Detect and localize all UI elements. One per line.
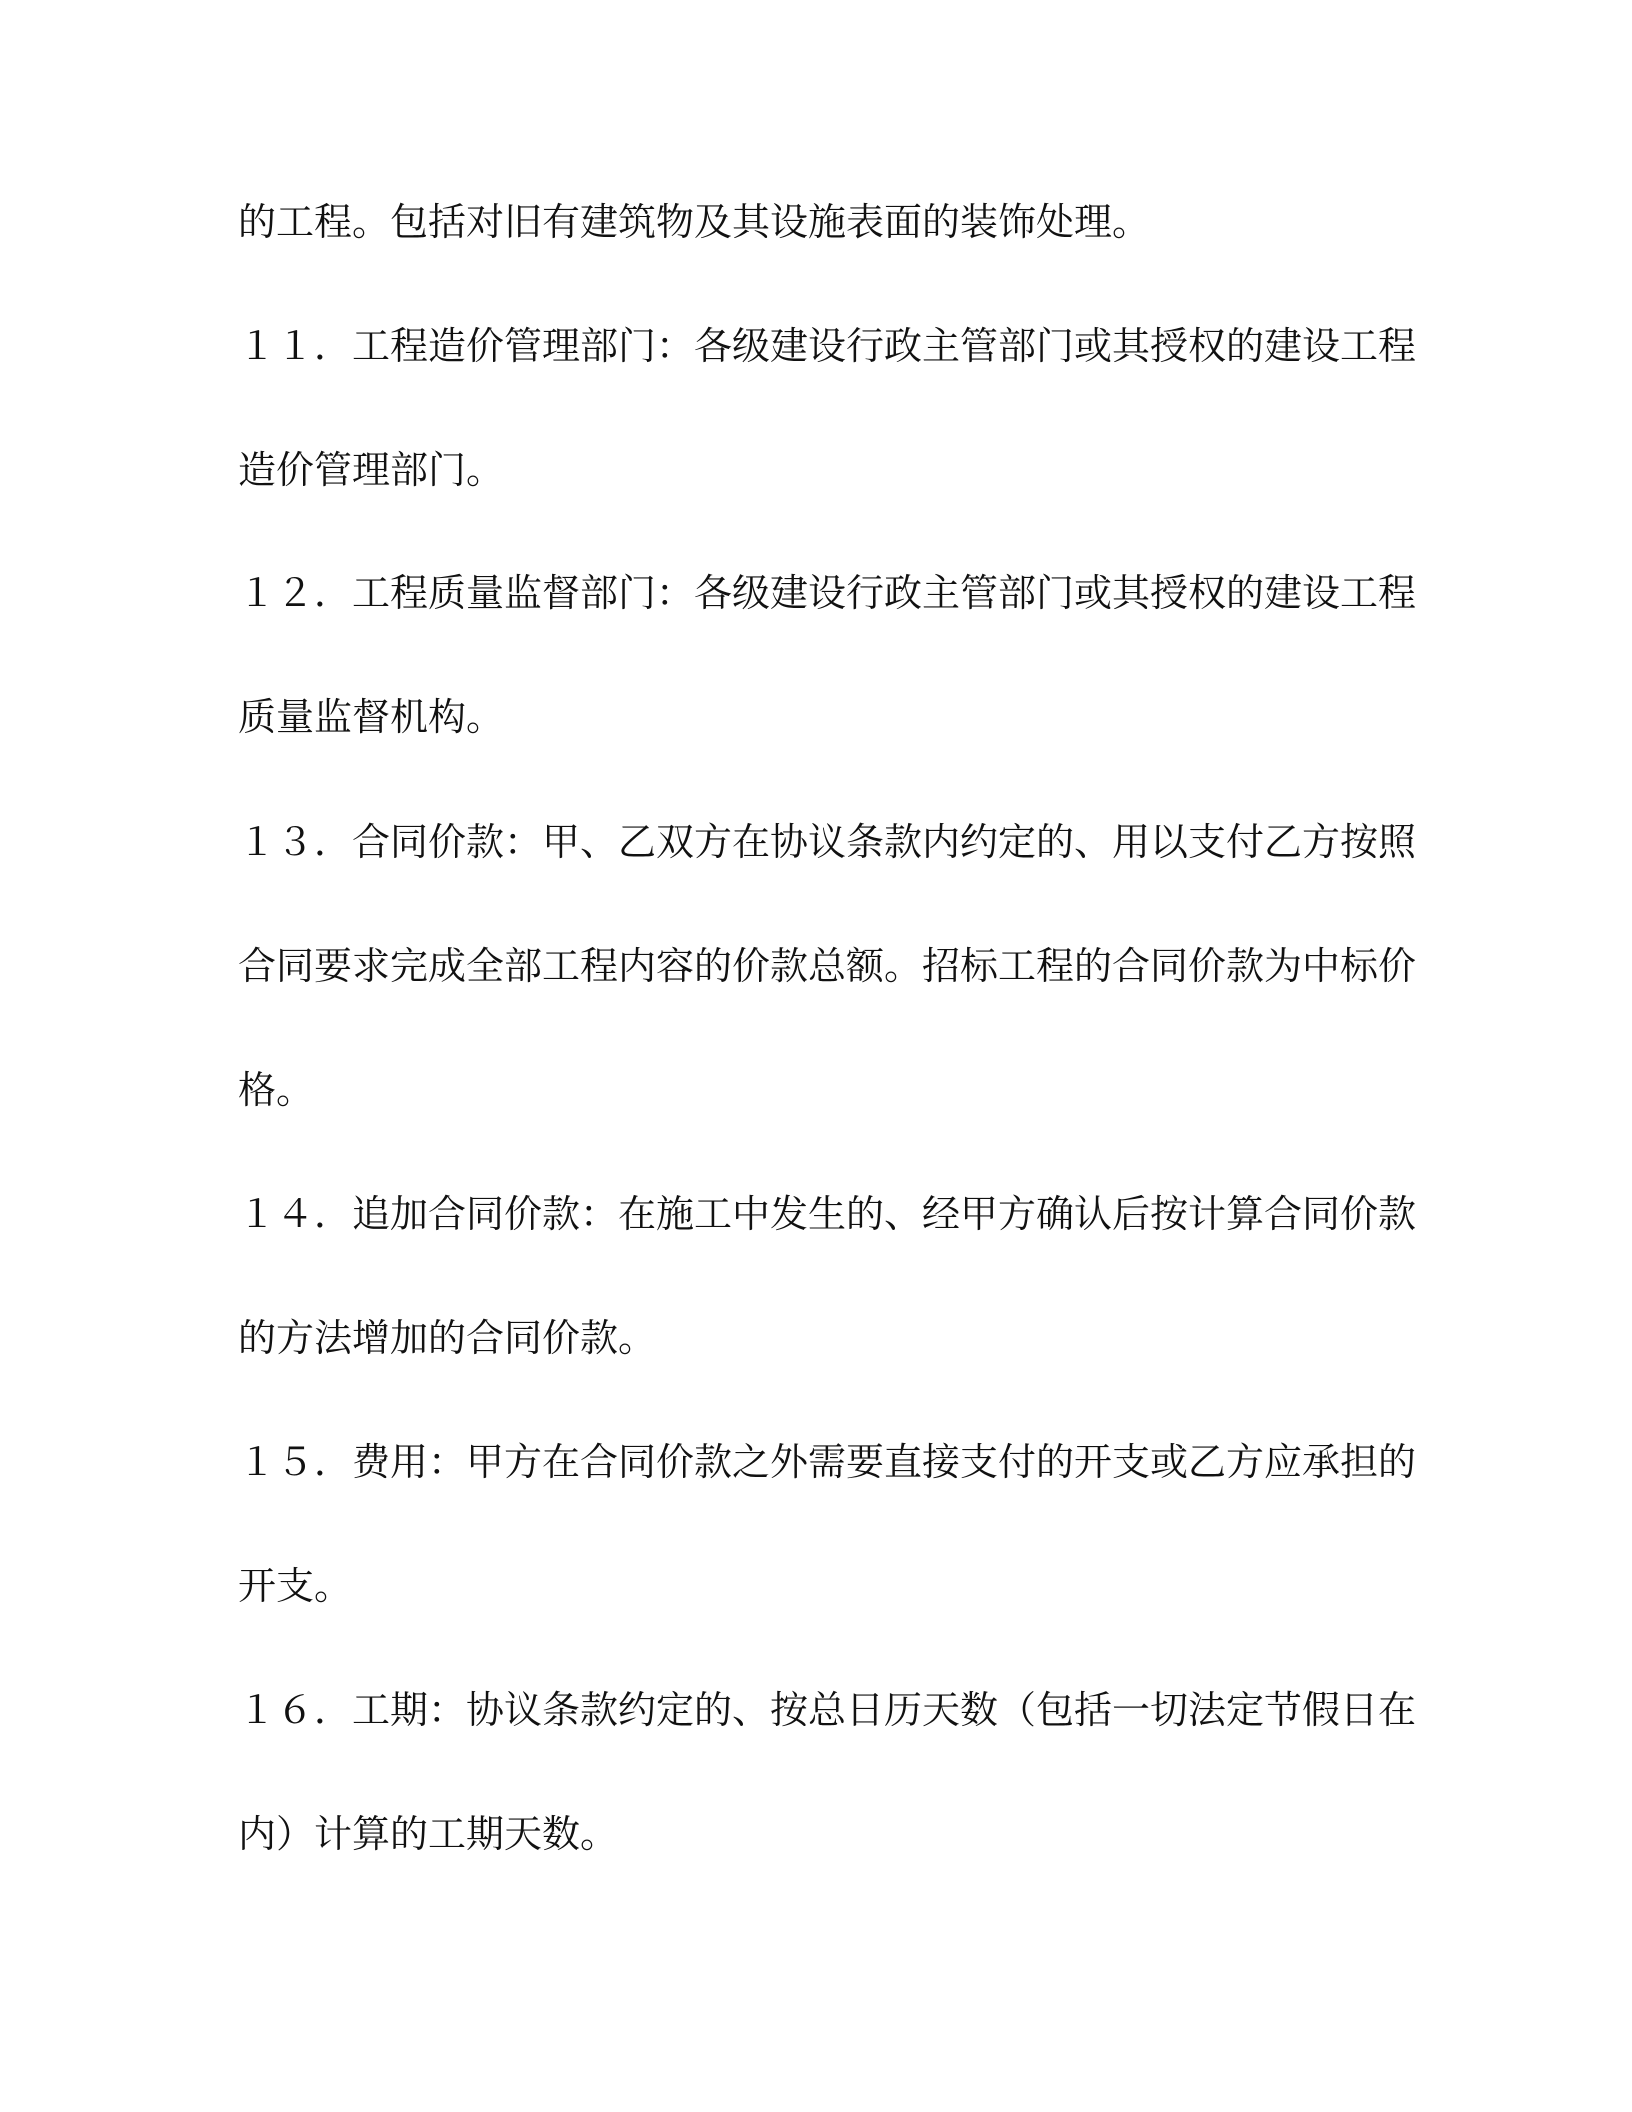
text-line: １２．工程质量监督部门：各级建设行政主管部门或其授权的建设工程 — [238, 571, 1417, 615]
text-line: 开支。 — [238, 1564, 353, 1608]
text-line: 质量监督机构。 — [238, 695, 505, 739]
text-line: 的方法增加的合同价款。 — [238, 1316, 657, 1360]
text-line: 的工程。包括对旧有建筑物及其设施表面的装饰处理。 — [238, 200, 1151, 244]
text-line: １４．追加合同价款：在施工中发生的、经甲方确认后按计算合同价款 — [238, 1192, 1417, 1236]
text-line: １６．工期：协议条款约定的、按总日历天数（包括一切法定节假日在 — [238, 1688, 1417, 1732]
text-line: 内）计算的工期天数。 — [238, 1812, 619, 1856]
text-line: 格。 — [238, 1068, 315, 1112]
text-line: 造价管理部门。 — [238, 448, 505, 492]
text-line: １５．费用：甲方在合同价款之外需要直接支付的开支或乙方应承担的 — [238, 1440, 1417, 1484]
text-line: 合同要求完成全部工程内容的价款总额。招标工程的合同价款为中标价 — [238, 944, 1417, 988]
text-line: １１．工程造价管理部门：各级建设行政主管部门或其授权的建设工程 — [238, 324, 1417, 368]
text-line: １３．合同价款：甲、乙双方在协议条款内约定的、用以支付乙方按照 — [238, 820, 1417, 864]
